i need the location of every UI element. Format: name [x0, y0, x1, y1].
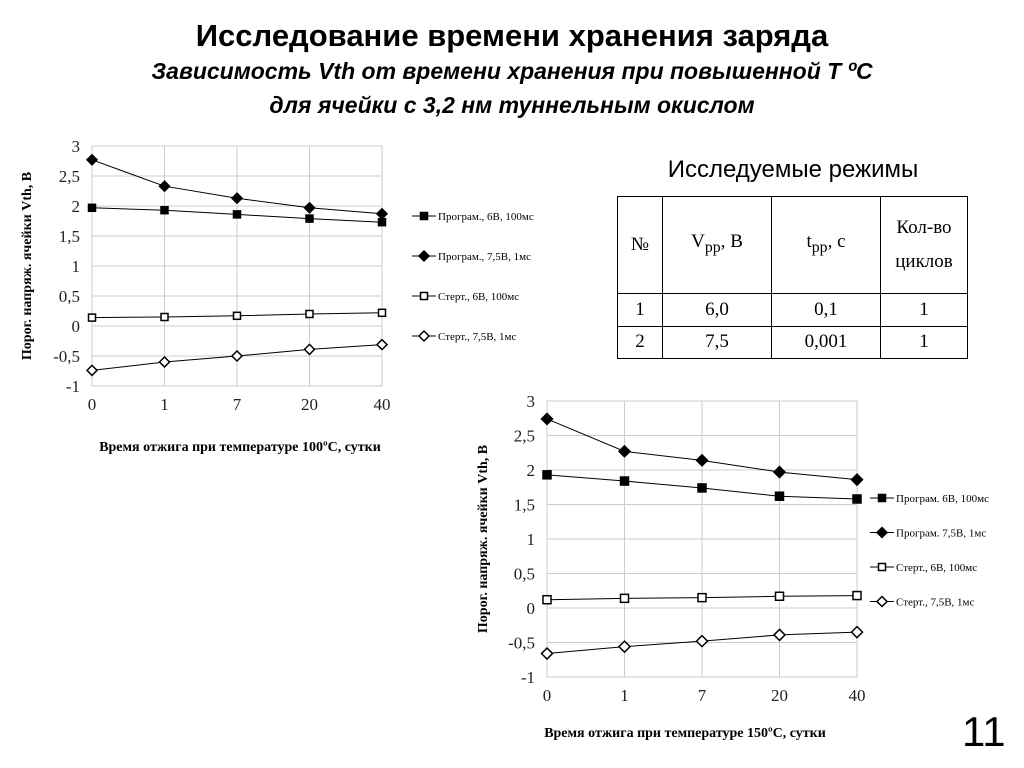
data-point — [379, 309, 386, 316]
legend-marker — [877, 528, 887, 538]
header-cycles-line1: Кол-во — [896, 217, 952, 239]
data-point — [621, 477, 629, 485]
header-voltage-sub: pp — [704, 238, 721, 256]
y-tick-label: 1 — [526, 530, 535, 549]
table-cell: 0,001 — [772, 326, 881, 358]
legend-marker — [419, 251, 429, 261]
x-tick-label: 0 — [542, 686, 552, 705]
y-tick-label: -0,5 — [53, 347, 80, 366]
header-cycles — [881, 197, 968, 294]
x-tick-label: 40 — [848, 686, 866, 705]
data-point — [776, 492, 784, 500]
y-tick-label: -1 — [65, 377, 80, 396]
data-point — [774, 467, 785, 478]
data-point — [542, 648, 553, 659]
page-number: 11 — [962, 708, 1006, 755]
x-tick-label: 7 — [697, 686, 707, 705]
x-axis-label: Время отжига при температуре 100ºС, сутки — [99, 440, 381, 455]
data-point — [852, 627, 863, 638]
x-tick-label: 20 — [771, 686, 788, 705]
data-point — [161, 314, 168, 321]
data-point — [852, 474, 863, 485]
y-tick-label: 3 — [71, 137, 80, 156]
x-tick-label: 1 — [620, 686, 629, 705]
modes-table-title: Исследуемые режимы — [667, 156, 919, 183]
table-cell: 1 — [881, 326, 968, 358]
x-axis-label: Время отжига при температуре 150ºС, сутки — [544, 726, 826, 741]
data-point — [853, 495, 861, 503]
legend-label: Стерт., 6В, 100мс — [896, 562, 978, 574]
data-point — [776, 592, 784, 600]
y-tick-label: 0 — [71, 317, 80, 336]
data-point — [232, 351, 242, 361]
data-point — [542, 413, 553, 424]
data-point — [698, 594, 706, 602]
legend-marker — [879, 495, 886, 502]
header-time-main: t — [806, 231, 812, 253]
data-point — [87, 155, 97, 165]
slide-subtitle-line2: для ячейки с 3,2 нм туннельным окислом — [269, 92, 755, 118]
data-point — [774, 629, 785, 640]
data-point — [234, 211, 241, 218]
data-point — [161, 207, 168, 214]
data-point — [543, 471, 551, 479]
data-point — [697, 636, 708, 647]
data-point — [89, 204, 96, 211]
y-tick-label: 2,5 — [513, 426, 535, 446]
x-tick-label: 7 — [232, 395, 242, 414]
slide-subtitle-line1: Зависимость Vth от времени хранения при повышенной Т ºС — [151, 58, 873, 84]
legend-label: Стерт., 7,5В, 1мс — [438, 331, 517, 343]
data-point — [377, 340, 387, 350]
header-time-unit: , с — [827, 231, 846, 253]
table-cell: 1 — [881, 294, 968, 326]
legend-label: Стерт., 6В, 100мс — [438, 291, 520, 303]
y-tick-label: -1 — [520, 668, 535, 687]
table-header-row — [618, 197, 968, 294]
y-tick-label: 2 — [526, 461, 535, 480]
y-axis-label: Порог. напряж. ячейки Vth, В — [476, 444, 491, 634]
x-tick-label: 40 — [373, 395, 391, 414]
header-voltage-unit: , В — [720, 231, 743, 253]
y-tick-label: 2,5 — [58, 167, 80, 186]
chart-150c — [468, 388, 1024, 748]
header-cycles-line2: циклов — [895, 251, 953, 273]
legend-label: Програм., 6В, 100мс — [438, 211, 534, 223]
table-cell: 7,5 — [663, 326, 772, 358]
data-point — [232, 193, 242, 203]
header-time-sub: pp — [811, 238, 828, 256]
data-point — [87, 365, 97, 375]
y-tick-label: 2 — [71, 197, 80, 216]
data-point — [853, 592, 861, 600]
y-tick-label: 1 — [71, 257, 80, 276]
y-tick-label: 0,5 — [58, 287, 80, 306]
x-tick-label: 0 — [87, 395, 97, 414]
table-cell: 1 — [618, 294, 663, 326]
data-point — [306, 311, 313, 318]
data-point — [621, 594, 629, 602]
data-point — [377, 209, 387, 219]
y-tick-label: -0,5 — [508, 633, 535, 653]
legend-label: Стерт., 7,5В, 1мс — [896, 596, 975, 609]
header-voltage — [663, 197, 772, 294]
x-tick-label: 20 — [301, 395, 318, 414]
y-tick-label: 1,5 — [58, 227, 80, 246]
slide-title: Исследование времени хранения заряда — [195, 18, 829, 53]
data-point — [306, 215, 313, 222]
table-cell: 2 — [618, 326, 663, 358]
data-point — [89, 314, 96, 321]
data-point — [305, 203, 315, 213]
table-cell: 6,0 — [663, 294, 772, 326]
modes-table — [617, 196, 968, 359]
header-voltage-main: V — [691, 231, 705, 253]
data-point — [160, 181, 170, 191]
data-point — [160, 357, 170, 367]
x-tick-label: 1 — [160, 395, 169, 414]
legend-marker — [877, 597, 887, 607]
data-point — [234, 312, 241, 319]
header-num: № — [618, 197, 663, 294]
table-row — [618, 294, 968, 326]
y-tick-label: 1,5 — [513, 495, 535, 515]
data-point — [305, 344, 315, 354]
legend-label: Програм., 7,5В, 1мс — [438, 251, 531, 263]
data-point — [619, 446, 630, 457]
y-axis-label: Порог. напряж. ячейки Vth, В — [20, 171, 35, 361]
y-tick-label: 0,5 — [513, 564, 535, 584]
data-point — [697, 455, 708, 466]
table-row — [618, 326, 968, 358]
y-tick-label: 3 — [526, 392, 535, 411]
data-point — [698, 484, 706, 492]
table-cell: 0,1 — [772, 294, 881, 326]
legend-label: Програм. 6В, 100мс — [896, 493, 989, 505]
legend-marker — [419, 331, 429, 341]
data-point — [543, 596, 551, 604]
legend-marker — [421, 213, 428, 220]
legend-marker — [879, 564, 886, 571]
legend-label: Програм. 7,5В, 1мс — [896, 527, 987, 540]
y-tick-label: 0 — [526, 599, 535, 618]
header-time — [772, 197, 881, 294]
legend-marker — [421, 293, 428, 300]
